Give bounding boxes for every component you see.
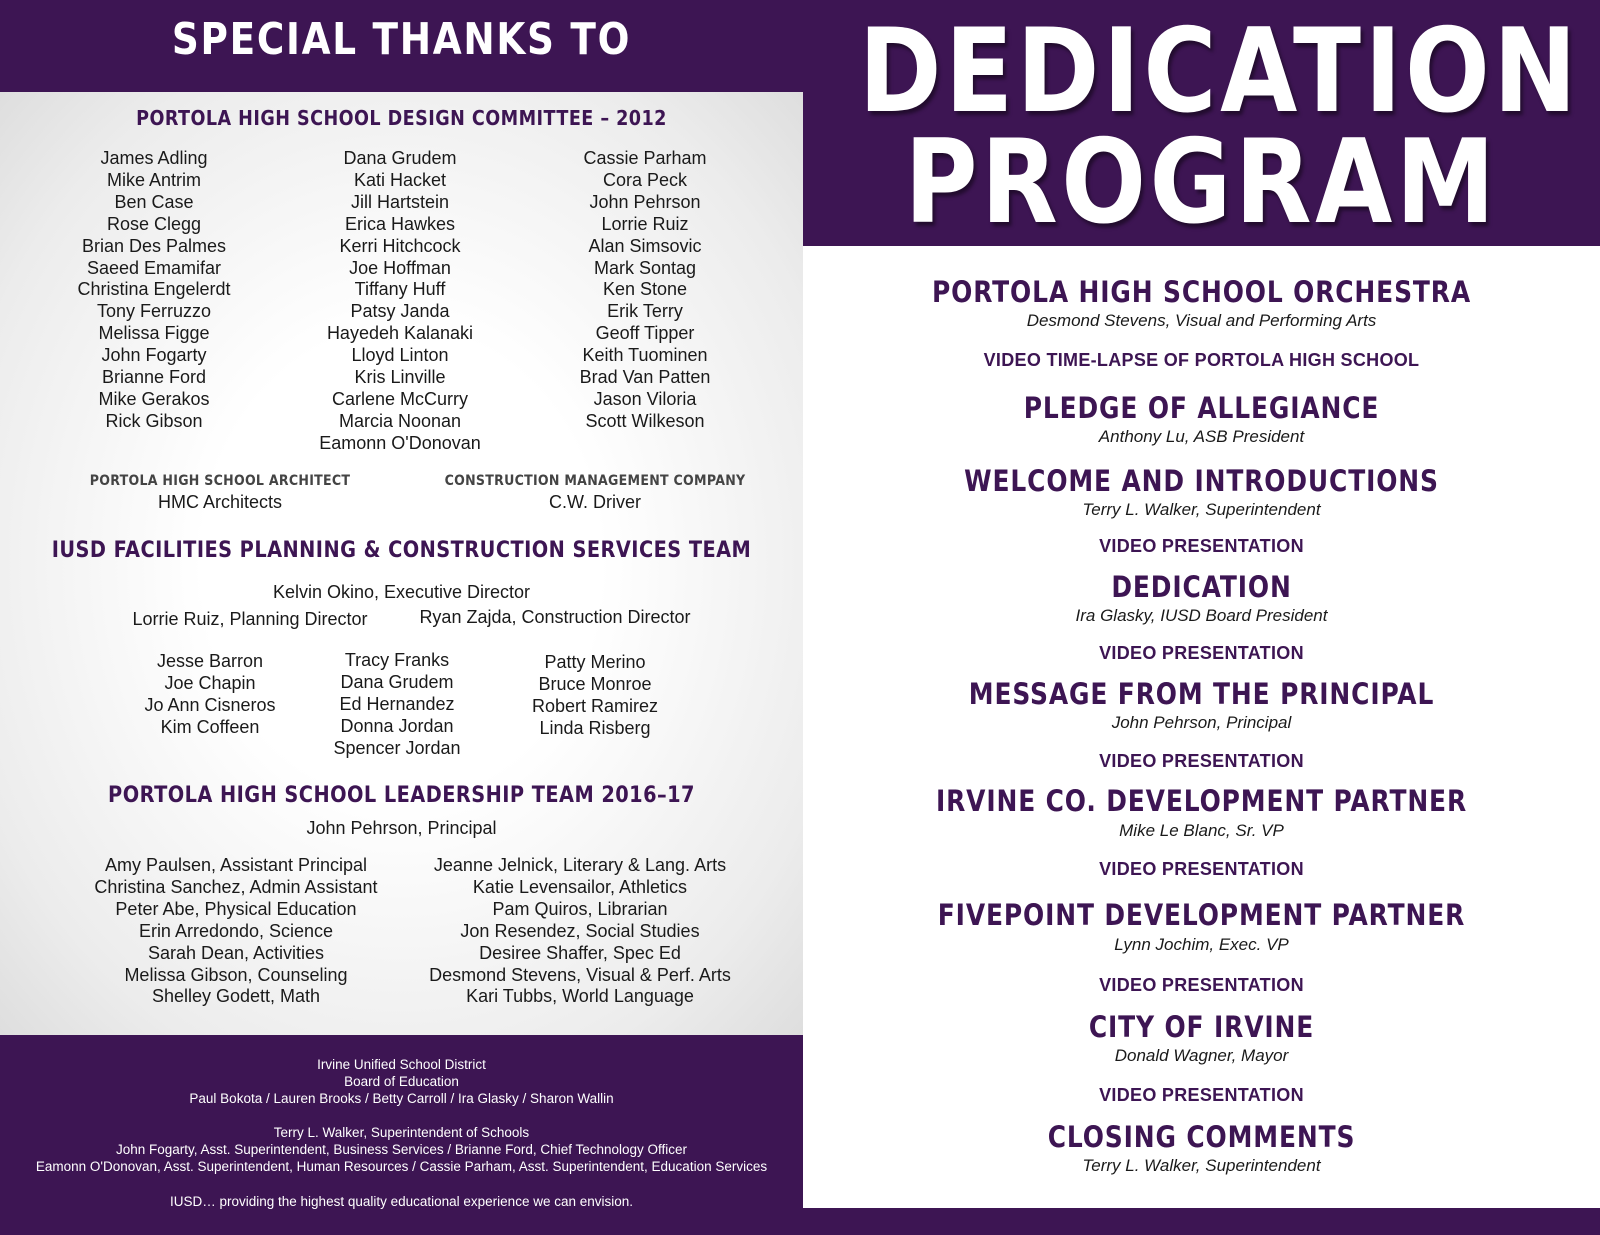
name-list-item: Mike Antrim [106, 169, 202, 190]
name-list-item: Kari Tubbs, World Language [466, 986, 694, 1007]
program-item-video: VIDEO PRESENTATION [1099, 859, 1304, 879]
program-title-line1: DEDICATION [858, 4, 1581, 139]
name-list-item: Mike Gerakos [98, 388, 210, 409]
name-list-item: Kati Hacket [353, 169, 447, 190]
name-list-item: Brad Van Patten [579, 367, 711, 388]
name-list-item: Jesse Barron [156, 651, 264, 671]
facilities-construction: Ryan Zajda, Construction Director [419, 607, 691, 627]
name-list-item: Brian Des Palmes [81, 235, 227, 256]
name-list-item: Joe Hoffman [349, 257, 451, 278]
program-header [803, 0, 1600, 250]
program-item-sub: Anthony Lu, ASB President [1098, 427, 1305, 446]
leadership-title: PORTOLA HIGH SCHOOL LEADERSHIP TEAM 2016–17 [108, 783, 695, 808]
name-list-item: Kim Coffeen [160, 716, 260, 737]
name-list-item: Marcia Noonan [338, 410, 462, 431]
name-list-item: Scott Wilkeson [585, 410, 705, 431]
program-item-sub: Terry L. Walker, Superintendent [1082, 500, 1321, 519]
footer-staff-line3: Eamonn O'Donovan, Asst. Superintendent, Human Resources / Cassie Parham, Asst. Superintendent, Education Services [35, 1159, 768, 1174]
name-list-item: Cora Peck [602, 169, 688, 190]
footer-staff-line2: John Fogarty, Asst. Superintendent, Business Services / Brianne Ford, Chief Technology Officer [115, 1142, 688, 1157]
name-list-item: Cassie Parham [583, 148, 707, 168]
construction-title: CONSTRUCTION MANAGEMENT COMPANY [444, 473, 746, 489]
name-list-item: Lloyd Linton [351, 345, 449, 366]
name-list-item: Peter Abe, Physical Education [115, 898, 357, 919]
facilities-col2 [297, 650, 497, 760]
leadership-col2 [420, 855, 740, 1008]
name-list-item: Jeanne Jelnick, Literary & Lang. Arts [433, 855, 727, 875]
program-item-title: CLOSING COMMENTS [1047, 1120, 1356, 1154]
name-list-item: Amy Paulsen, Assistant Principal [104, 855, 368, 875]
architect-name: HMC Architects [157, 492, 283, 512]
name-list-item: Jo Ann Cisneros [144, 694, 276, 715]
name-list-item: Rose Clegg [106, 213, 202, 234]
program-item-sub: Desmond Stevens, Visual and Performing Arts [1026, 311, 1377, 330]
footer-superintendent: Terry L. Walker, Superintendent of Schools [273, 1125, 530, 1140]
program-item-video: VIDEO PRESENTATION [1099, 1085, 1304, 1105]
leadership-col1 [86, 855, 386, 1008]
name-list-item: Desmond Stevens, Visual & Perf. Arts [429, 964, 731, 985]
name-list-item: John Pehrson [589, 191, 701, 212]
name-list-item: Bruce Monroe [538, 673, 652, 694]
name-list-item: Ben Case [114, 191, 194, 212]
name-list-item: Geoff Tipper [595, 323, 695, 344]
name-list-item: Rick Gibson [105, 410, 203, 431]
name-list-item: Keith Tuominen [582, 345, 708, 366]
name-list-item: Jason Viloria [593, 388, 697, 409]
name-list-item: Tiffany Huff [354, 279, 446, 300]
name-list-item: Donna Jordan [340, 715, 454, 736]
program-footer-bar [803, 1208, 1600, 1235]
name-list-item: Melissa Gibson, Counseling [124, 964, 348, 985]
name-list-item: Erica Hawkes [344, 213, 456, 234]
name-list-item: Carlene McCurry [331, 388, 469, 409]
name-list-item: Dana Grudem [340, 671, 454, 692]
name-list-item: Lorrie Ruiz [601, 213, 689, 234]
name-list-item: Alan Simsovic [588, 235, 702, 256]
name-list-item: Kerri Hitchcock [339, 235, 461, 256]
name-list-item: Eamonn O'Donovan [319, 432, 481, 453]
name-list-item: Saeed Emamifar [86, 257, 222, 278]
program-item-sub: Mike Le Blanc, Sr. VP [1119, 821, 1284, 840]
program-item-video: VIDEO PRESENTATION [1099, 975, 1304, 995]
leadership-principal: John Pehrson, Principal [306, 818, 497, 838]
footer-board: Board of Education [344, 1074, 459, 1089]
name-list-item: Katie Levensailor, Athletics [472, 876, 688, 897]
right-panel [803, 0, 1600, 1235]
name-list-item: John Fogarty [101, 345, 207, 366]
name-list-item: Robert Ramirez [531, 695, 659, 716]
name-list-item: Kris Linville [354, 367, 446, 388]
program-item-title: FIVEPOINT DEVELOPMENT PARTNER [937, 898, 1466, 932]
name-list-item: Pam Quiros, Librarian [492, 898, 668, 919]
program-item-title: DEDICATION [1111, 570, 1292, 604]
special-thanks-title: SPECIAL THANKS TO [171, 14, 632, 65]
name-list-item: Spencer Jordan [333, 737, 461, 758]
name-list-item: Shelley Godett, Math [151, 986, 321, 1007]
name-list-item: Patty Merino [544, 652, 646, 672]
design-committee-col3 [545, 148, 745, 433]
district-footer [0, 1035, 803, 1235]
footer-board-members: Paul Bokota / Lauren Brooks / Betty Carroll / Ira Glasky / Sharon Wallin [189, 1091, 614, 1106]
name-list-item: Mark Sontag [593, 257, 697, 278]
name-list-item: Sarah Dean, Activities [147, 942, 325, 963]
name-list-item: Erin Arredondo, Science [138, 920, 334, 941]
program-item-video: VIDEO PRESENTATION [1099, 536, 1304, 556]
program-title-line2: PROGRAM [904, 115, 1499, 250]
name-list-item: Jill Hartstein [350, 191, 450, 212]
facilities-planning: Lorrie Ruiz, Planning Director [132, 609, 368, 629]
name-list-item: Erik Terry [607, 301, 683, 322]
name-list-item: Melissa Figge [98, 323, 210, 344]
program-item-title: MESSAGE FROM THE PRINCIPAL [968, 677, 1435, 711]
name-list-item: Christina Sanchez, Admin Assistant [94, 876, 378, 897]
footer-district: Irvine Unified School District [317, 1057, 486, 1072]
name-list-item: Jon Resendez, Social Studies [460, 920, 700, 941]
construction-name: C.W. Driver [549, 492, 641, 512]
design-committee-col2 [300, 148, 500, 455]
program-item-title: PORTOLA HIGH SCHOOL ORCHESTRA [931, 275, 1471, 309]
name-list-item: Joe Chapin [164, 672, 256, 693]
program-item-video: VIDEO PRESENTATION [1099, 751, 1304, 771]
program-item-title: CITY OF IRVINE [1088, 1010, 1315, 1044]
facilities-title: IUSD FACILITIES PLANNING & CONSTRUCTION SERVICES TEAM [51, 538, 752, 563]
name-list-item: Linda Risberg [539, 717, 651, 738]
design-committee-title: PORTOLA HIGH SCHOOL DESIGN COMMITTEE – 2012 [136, 106, 667, 130]
facilities-col3 [495, 652, 695, 740]
program-item-sub: John Pehrson, Principal [1111, 713, 1292, 732]
footer-motto: IUSD… providing the highest quality educational experience we can envision. [169, 1194, 634, 1209]
program-item-sub: Lynn Jochim, Exec. VP [1114, 935, 1289, 954]
program-item-video: VIDEO PRESENTATION [1099, 643, 1304, 663]
name-list-item: James Adling [100, 148, 208, 168]
name-list-item: Tony Ferruzzo [96, 301, 212, 322]
program-item-sub: Donald Wagner, Mayor [1114, 1046, 1289, 1065]
architect-title: PORTOLA HIGH SCHOOL ARCHITECT [89, 473, 351, 489]
name-list-item: Dana Grudem [343, 148, 457, 168]
name-list-item: Christina Engelerdt [77, 279, 231, 300]
name-list-item: Ed Hernandez [339, 693, 455, 714]
design-committee-col1 [54, 148, 254, 433]
program-item-sub: Terry L. Walker, Superintendent [1082, 1156, 1321, 1175]
program-item-video: VIDEO TIME-LAPSE OF PORTOLA HIGH SCHOOL [983, 350, 1420, 370]
program-item-title: WELCOME AND INTRODUCTIONS [964, 464, 1439, 498]
facilities-exec: Kelvin Okino, Executive Director [272, 582, 531, 602]
name-list-item: Ken Stone [602, 279, 688, 300]
name-list-item: Tracy Franks [344, 650, 450, 670]
program-item-title: PLEDGE OF ALLEGIANCE [1023, 391, 1380, 425]
name-list-item: Brianne Ford [101, 367, 207, 388]
name-list-item: Hayedeh Kalanaki [326, 323, 474, 344]
special-thanks-header [0, 0, 803, 92]
name-list-item: Desiree Shaffer, Spec Ed [479, 942, 681, 963]
program-item-title: IRVINE CO. DEVELOPMENT PARTNER [935, 784, 1468, 818]
facilities-col1 [110, 651, 310, 739]
name-list-item: Patsy Janda [350, 301, 450, 322]
program-item-sub: Ira Glasky, IUSD Board President [1075, 606, 1328, 625]
